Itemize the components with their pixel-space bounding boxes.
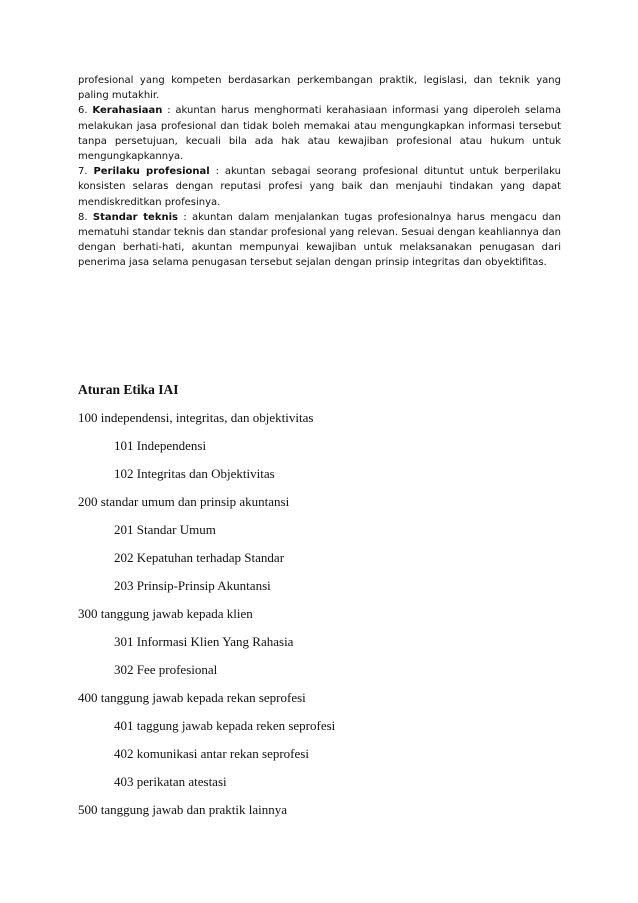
- rule-line: 201 Standar Umum: [114, 522, 216, 537]
- continuation-text: profesional yang kompeten berdasarkan perkembangan praktik, legislasi, dan teknik yang paling mutakhir.: [78, 75, 561, 102]
- rule-line: 101 Independensi: [114, 438, 207, 453]
- principle-term: Kerahasiaan: [92, 105, 163, 117]
- rule-line: 200 standar umum dan prinsip akuntansi: [78, 494, 290, 509]
- rule-line: 500 tanggung jawab dan praktik lainnya: [78, 802, 288, 817]
- principle-item-8: 8. Standar teknis : akuntan dalam menjalankan tugas profesionalnya harus mengacu dan mematuhi standar teknis dan standar profesional yang relevan. Sesuai dengan keahliannya dan dengan berhati-hati, akuntan mempunyai kewajiban untuk melaksanakan penugasan dari penerima jasa selama penugasan tersebut sejalan dengan prinsip integritas dan obyektifitas.: [78, 211, 561, 269]
- principle-term: Perilaku profesional: [93, 166, 210, 178]
- rule-line: 402 komunikasi antar rekan seprofesi: [114, 746, 309, 761]
- rule-line: 302 Fee profesional: [114, 662, 218, 677]
- principle-item-6: 6. Kerahasiaan : akuntan harus menghormati kerahasiaan informasi yang diperoleh selama melakukan jasa profesional dan tidak boleh memakai atau mengungkapkan informasi tersebut tanpa persetujuan, kecuali bila ada hak atau kewajiban profesional atau hukum untuk mengungkapkannya.: [78, 105, 561, 163]
- rule-line: 301 Informasi Klien Yang Rahasia: [114, 634, 294, 649]
- rule-line: 102 Integritas dan Objektivitas: [114, 466, 275, 481]
- principle-term: Standar teknis: [92, 211, 178, 223]
- rule-line: 401 taggung jawab kepada reken seprofesi: [114, 718, 336, 733]
- rule-line: 203 Prinsip-Prinsip Akuntansi: [114, 578, 271, 593]
- rule-line: 100 independensi, integritas, dan objektivitas: [78, 410, 314, 425]
- rule-line: 300 tanggung jawab kepada klien: [78, 606, 253, 621]
- rule-line: 403 perikatan atestasi: [114, 774, 227, 789]
- section-heading: Aturan Etika IAI: [78, 382, 179, 397]
- principle-item-7: 7. Perilaku profesional : akuntan sebagai seorang profesional dituntut untuk berperilaku konsisten selaras dengan reputasi profesi yang baik dan menjauhi tindakan yang dapat mendiskreditkan profesinya.: [78, 166, 561, 208]
- ethics-principles-text: [78, 73, 561, 271]
- rule-line: 400 tanggung jawab kepada rekan seprofesi: [78, 690, 306, 705]
- rule-line: 202 Kepatuhan terhadap Standar: [114, 550, 285, 565]
